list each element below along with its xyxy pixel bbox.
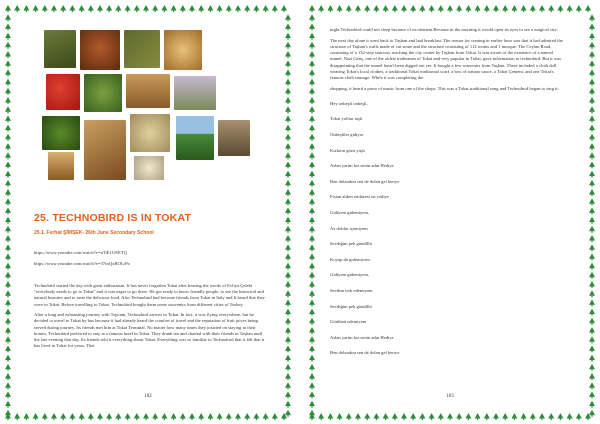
photo-bowl: [42, 116, 80, 150]
song-line: Fistan aldım endazesi on yediye: [330, 194, 389, 200]
song-line: Onbeşliler gidiyor: [330, 132, 364, 138]
right-page: [304, 0, 600, 424]
photo-collage: [34, 28, 256, 188]
left-page-body: [34, 250, 266, 354]
paragraph: Technobird started the day with great enthusiasm. It has never forgotten Tokat after hearing the words of Evliya Çelebi "everybody needs to go to Tokat" and it was eager to go there. He got ready to know friendly people, to see the historical and natural beauties and to taste the delicious food. Also Technobird had become friends from Tokat in Italy and It heard that they were in Tokat. Before travelling to Tokat, Technobird bought them some souvenirs from different cities of Turkey.: [34, 282, 265, 307]
video-link-1[interactable]: https://www.youtube.com/watch?v=uTiE1UEETQ: [34, 250, 127, 255]
photo-plate: [134, 156, 164, 180]
song-line: Az doldur içemiyem: [330, 225, 368, 231]
song-line: Hey onbeşli onbeşli,: [330, 100, 368, 106]
song-line: Kızların gözü yaşlı: [330, 147, 365, 153]
chapter-heading: 25. TECHNOBIRD IS IN TOKAT: [34, 212, 192, 224]
song-line: Gidiyem gidemiyem,: [330, 209, 370, 215]
song-line: Gidiyem gidemiyem,: [330, 272, 370, 278]
video-link-2[interactable]: https://www.youtube.com/watch?v=37tnQxBOLrPo: [34, 260, 130, 266]
photo-landscape: [176, 116, 214, 160]
paragraph: night Technobird could not sleep because of excitement.Because in the morning it would open its eyes to see a magical city.: [330, 27, 558, 32]
left-page: [0, 0, 296, 424]
song-line: Aslan yarim kız senin adın Hediye: [330, 163, 394, 169]
photo-tomato: [46, 74, 80, 110]
photo-herbs: [84, 74, 122, 112]
photo-grapes: [44, 30, 76, 68]
paragraph: After a long and exhausting journey with Topcam, Technobird arrives in Tokat. In fact, it was flying everywhere, but he decided to travel to Tokat by bus because it had already heard the comfort of travel and the reputation of fruit juices being served during journey. Its friends met him at Tokat Terminal. No matter how many times they insisted on staying in their homes, Technobird preferred to stay at a famous hotel in Tokat. They drank tea and chatted with their friends in Taşhan until the late evening that day. Its friends told it everything about Tokat. Everything was so familiar to Technobird that it felt that it has lived in Tokat for years. That: [34, 312, 265, 349]
photo-skewers: [84, 120, 126, 180]
photo-pastry: [164, 30, 202, 70]
song-line: Sevdim terk edemiyem: [330, 287, 373, 293]
paragraph: The next day alone it went back to Taşhan and had breakfast. The reason for coming in earlier hour was that it had admired the structure of Taşhan's walls made of cut stone and the structure consisting of 112 rooms and 1 mosque. The Ceylan Road, consisting of a 132-step stairway reaching the city center by Taşhan from Tokat. It was aware of the existence of a named tunnel, Nuri Genç, one of the oldest tradesmen of Tokat and very popular in Tokat, gave information to technobird. But it was disappointing that the tunnel hasn't been digged out yet. It bought a few souvenirs from Taşhan. These included a cloth doll wearing Tokat's local clothes, a traditional Tokat traditional scarf, a box of tomato sauce, a Tokat Çemeni, and one Tokat's famous cloth sausage. While it was completing the: [330, 37, 563, 80]
photo-rolls: [126, 74, 170, 108]
song-line: Sevdiğim pek gönülllü: [330, 303, 372, 309]
photo-dessert: [130, 114, 170, 152]
right-page-body: [330, 27, 566, 366]
song-line: Ben dolandım sen de dolan gel beriye: [330, 178, 400, 184]
song-line: Tokat yolları taşlı: [330, 116, 363, 122]
page-number: 102: [144, 394, 152, 399]
song-line: Gönlünü edemiyem: [330, 319, 367, 325]
paragraph: shopping, it heard a piece of music from one of the shops. This was a Tokat traditional song and Technobird began to sing it:: [330, 85, 559, 91]
section-subheading: 25.1. Ferhat ŞİMŞEK- 26th June Secondary School: [34, 230, 154, 236]
song-line: Ben dolandım sen de dolan gel beriye: [330, 350, 400, 356]
photo-kebab: [80, 30, 120, 70]
page-number: 103: [446, 394, 454, 399]
song-line: Koyup da gidemiyem: [330, 256, 370, 262]
photo-flowers: [174, 76, 216, 110]
song-line: Aslan yarim kız senin adın Hediye: [330, 334, 394, 340]
song-lyrics: [330, 101, 566, 357]
song-line: Sevdiğim pek gönülllü: [330, 241, 372, 247]
photo-leaf-rolls: [124, 30, 160, 68]
photo-bread: [218, 120, 250, 156]
photo-cake: [48, 152, 74, 180]
